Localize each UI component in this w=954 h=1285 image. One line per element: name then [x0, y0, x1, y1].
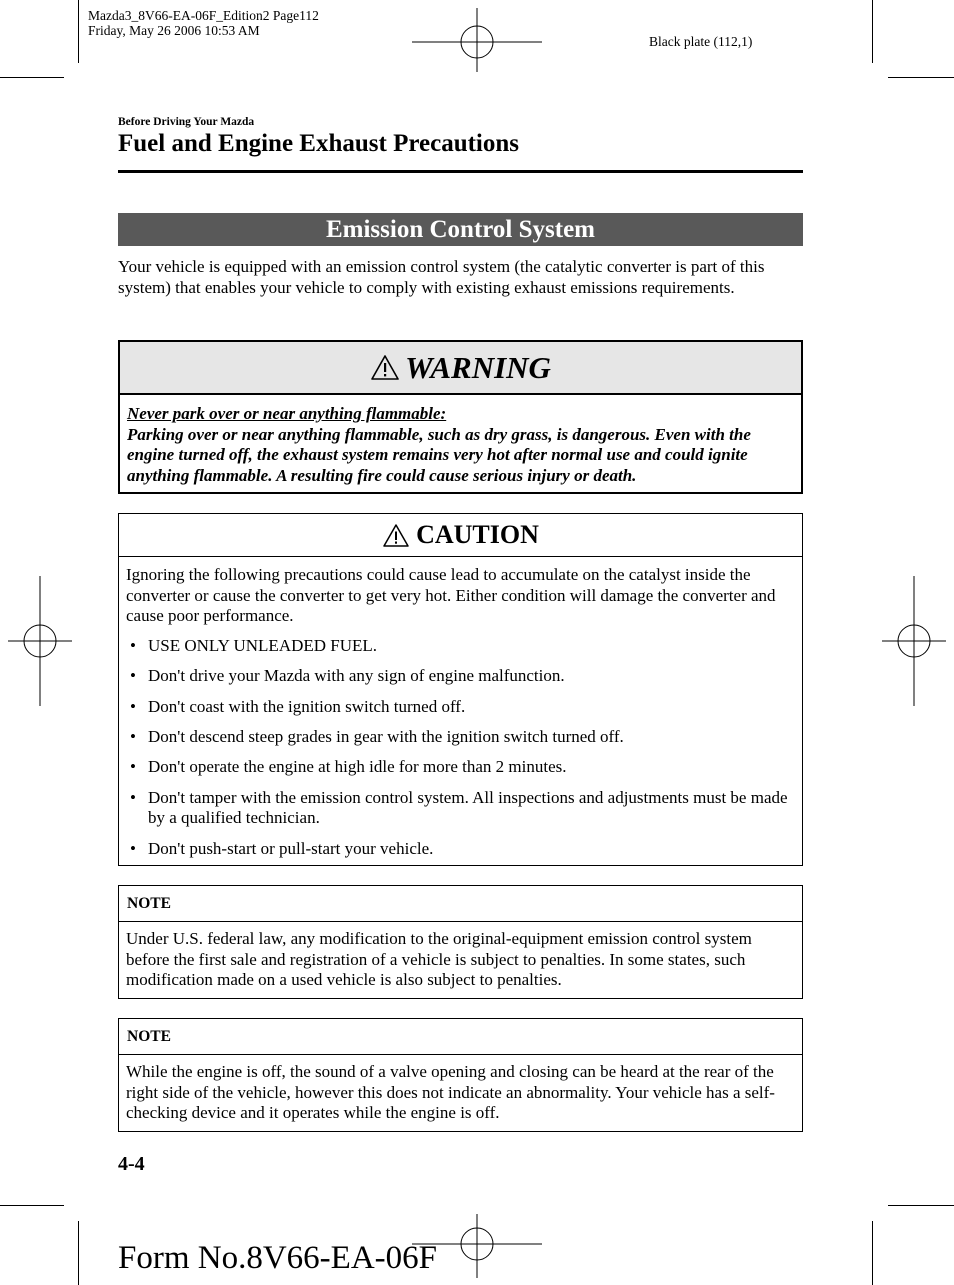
note-text: While the engine is off, the sound of a valve opening and closing can be heard at the rear of the right side of the vehicle, however this does not indicate an abnormality. Your vehicle has a self-checking device and it operates while the engine is off. — [126, 1062, 775, 1123]
warning-triangle-icon — [370, 354, 400, 381]
registration-mark-right-icon — [882, 576, 946, 706]
plate-label: Black plate (112,1) — [649, 34, 753, 49]
warning-header — [120, 342, 801, 395]
form-number: Form No.8V66-EA-06F — [118, 1240, 437, 1276]
registration-mark-top-icon — [412, 8, 542, 72]
print-info — [88, 8, 319, 38]
warning-text: Parking over or near anything flammable, such as dry grass, is dangerous. Even with the engine turned off, the exhaust system remains very hot after normal use and could ignite anything flammable. A resulting fire could cause serious injury or death. — [127, 424, 751, 485]
note-title: NOTE — [119, 1019, 802, 1055]
caution-body — [119, 557, 802, 877]
list-item: • Don't operate the engine at high idle for more than 2 minutes. — [126, 757, 794, 778]
caution-list — [126, 636, 794, 860]
list-item: • Don't tamper with the emission control system. All inspections and adjustments must be made by a qualified technician. — [126, 788, 794, 829]
list-item: • Don't push-start or pull-start your vehicle. — [126, 839, 794, 860]
warning-body — [120, 395, 801, 494]
print-info-date: Friday, May 26 2006 10:53 AM — [88, 23, 260, 38]
title-divider — [118, 170, 803, 173]
caution-header — [119, 514, 802, 557]
page-title: Fuel and Engine Exhaust Precautions — [118, 130, 520, 157]
section-label: Before Driving Your Mazda — [118, 116, 255, 128]
note-title: NOTE — [119, 886, 802, 922]
caution-title: CAUTION — [416, 520, 539, 549]
caution-text: Ignoring the following precautions could cause lead to accumulate on the catalyst inside the converter or cause the converter to get very hot. Either condition will damage the converter and cause poor performance. — [126, 565, 776, 626]
note-box — [118, 1018, 803, 1132]
list-item: • Don't descend steep grades in gear with the ignition switch turned off. — [126, 727, 794, 748]
list-item: • USE ONLY UNLEADED FUEL. — [126, 636, 794, 657]
note-text: Under U.S. federal law, any modification to the original-equipment emission control system before the first sale and registration of a vehicle is subject to penalties. In some states, such modification made on a used vehicle is also subject to penalties. — [126, 929, 752, 990]
list-item: • Don't drive your Mazda with any sign of engine malfunction. — [126, 666, 794, 687]
list-item: • Don't coast with the ignition switch turned off. — [126, 697, 794, 718]
section-banner: Emission Control System — [118, 213, 803, 246]
warning-subtitle: Never park over or near anything flammable: — [127, 404, 447, 423]
caution-box — [118, 513, 803, 866]
note-box — [118, 885, 803, 999]
warning-box — [118, 340, 803, 494]
registration-mark-left-icon — [8, 576, 72, 706]
warning-title: WARNING — [405, 349, 551, 385]
print-info-file: Mazda3_8V66-EA-06F_Edition2 Page112 — [88, 8, 319, 23]
page-number: 4-4 — [118, 1153, 145, 1175]
warning-triangle-icon — [382, 523, 410, 548]
intro-paragraph: Your vehicle is equipped with an emission control system (the catalytic converter is part of this system) that enables your vehicle to comply with existing exhaust emissions requirements. — [118, 257, 765, 297]
